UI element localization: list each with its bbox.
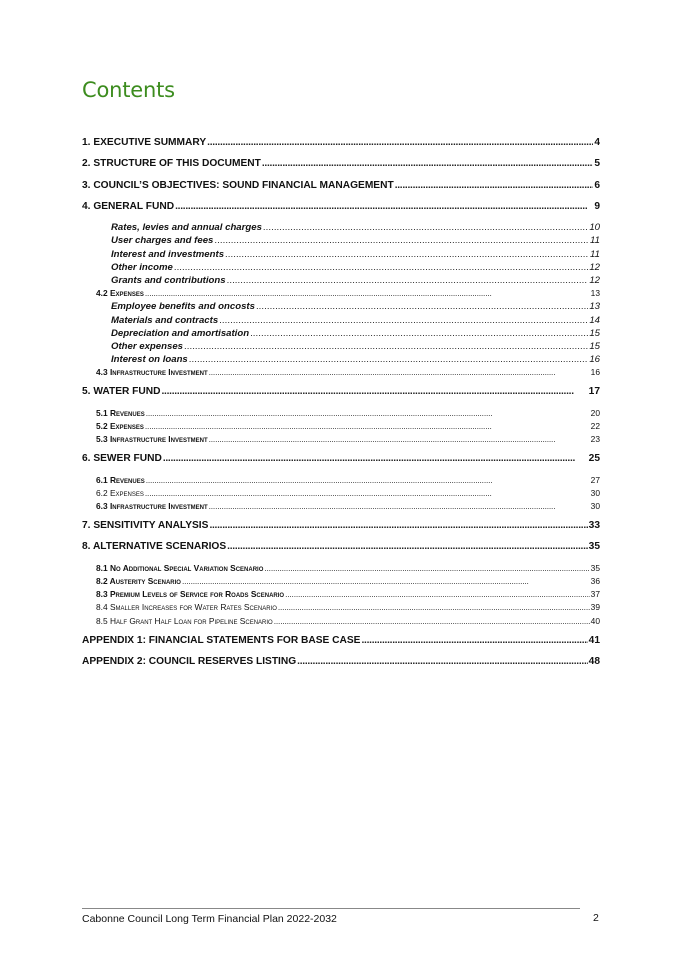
- toc-dot-leader: [262, 157, 593, 170]
- toc-entry[interactable]: [82, 314, 600, 327]
- toc-entry[interactable]: [82, 500, 600, 513]
- toc-entry-page-number: 12: [589, 261, 600, 273]
- toc-entry-label: User charges and fees: [111, 235, 214, 247]
- toc-dot-leader: [209, 366, 590, 379]
- toc-entry-page-number: 33: [588, 520, 600, 532]
- toc-dot-leader: [278, 601, 590, 614]
- toc-entry[interactable]: [82, 136, 600, 149]
- toc-entry-label: 6.2 Expenses: [96, 487, 144, 498]
- table-of-contents: [82, 136, 600, 676]
- toc-entry[interactable]: [82, 366, 600, 379]
- toc-dot-leader: [146, 407, 590, 420]
- toc-entry[interactable]: [82, 248, 600, 261]
- toc-entry-label: 8.3 Premium Levels of Service for Roads Scenario: [96, 589, 285, 600]
- toc-dot-leader: [174, 261, 588, 274]
- toc-dot-leader: [207, 136, 593, 149]
- toc-entry[interactable]: [82, 200, 600, 213]
- toc-entry-label: Interest on loans: [111, 354, 188, 366]
- toc-entry-page-number: 23: [590, 434, 600, 445]
- toc-dot-leader: [175, 200, 593, 213]
- toc-entry[interactable]: [82, 407, 600, 420]
- toc-entry-page-number: 11: [590, 235, 600, 247]
- toc-dot-leader: [395, 179, 594, 192]
- toc-dot-leader: [274, 615, 590, 628]
- toc-entry-label: 6. SEWER FUND: [82, 453, 162, 465]
- toc-entry[interactable]: [82, 179, 600, 192]
- toc-entry-label: 8.4 Smaller Increases for Water Rates Scenario: [96, 602, 277, 613]
- toc-entry-label: Depreciation and amortisation: [111, 327, 250, 339]
- toc-dot-leader: [146, 474, 590, 487]
- toc-entry-label: 6.1 Revenues: [96, 474, 145, 485]
- toc-dot-leader: [209, 500, 590, 513]
- toc-entry[interactable]: [82, 634, 600, 647]
- toc-entry-page-number: 17: [588, 386, 600, 398]
- toc-entry-label: APPENDIX 2: COUNCIL RESERVES LISTING: [82, 655, 297, 667]
- toc-entry[interactable]: [82, 385, 600, 398]
- toc-dot-leader: [189, 353, 589, 366]
- toc-entry[interactable]: [82, 540, 600, 553]
- toc-dot-leader: [184, 340, 588, 353]
- toc-dot-leader: [297, 655, 587, 668]
- toc-entry-page-number: 15: [589, 327, 600, 339]
- toc-entry-label: 2. STRUCTURE OF THIS DOCUMENT: [82, 158, 261, 170]
- toc-entry[interactable]: [82, 327, 600, 340]
- toc-dot-leader: [219, 314, 588, 327]
- toc-entry-label: Other income: [111, 261, 173, 273]
- toc-entry-page-number: 6: [594, 179, 600, 191]
- toc-entry-page-number: 11: [590, 248, 600, 260]
- toc-entry-label: Employee benefits and oncosts: [111, 301, 255, 313]
- toc-entry-page-number: 15: [589, 340, 600, 352]
- toc-dot-leader: [285, 588, 590, 601]
- toc-entry-page-number: 40: [590, 615, 600, 626]
- toc-entry-label: 4.3 Infrastructure Investment: [96, 367, 208, 378]
- toc-entry-label: 6.3 Infrastructure Investment: [96, 500, 208, 511]
- toc-entry[interactable]: [82, 353, 600, 366]
- page-title: Contents: [82, 78, 175, 102]
- toc-dot-leader: [161, 385, 587, 398]
- toc-dot-leader: [361, 634, 587, 647]
- toc-entry[interactable]: [82, 234, 600, 247]
- toc-entry-label: 5.1 Revenues: [96, 407, 145, 418]
- toc-entry-page-number: 16: [590, 367, 600, 378]
- toc-dot-leader: [214, 234, 589, 247]
- toc-entry[interactable]: [82, 562, 600, 575]
- toc-entry[interactable]: [82, 433, 600, 446]
- toc-entry-label: 7. SENSITIVITY ANALYSIS: [82, 520, 209, 532]
- toc-dot-leader: [250, 327, 588, 340]
- toc-entry[interactable]: [82, 487, 600, 500]
- toc-entry-page-number: 10: [589, 222, 600, 234]
- toc-dot-leader: [227, 540, 588, 553]
- toc-entry-page-number: 30: [590, 500, 600, 511]
- toc-dot-leader: [145, 487, 590, 500]
- toc-dot-leader: [256, 300, 588, 313]
- toc-entry-label: 8.2 Austerity Scenario: [96, 575, 181, 586]
- toc-entry-label: 1. EXECUTIVE SUMMARY: [82, 137, 207, 148]
- toc-entry-page-number: 16: [589, 354, 600, 366]
- toc-entry-page-number: 9: [594, 200, 600, 212]
- footer-page-number: 2: [593, 912, 599, 924]
- toc-dot-leader: [264, 562, 589, 575]
- toc-entry-page-number: 35: [590, 562, 600, 573]
- toc-entry-label: Other expenses: [111, 340, 183, 352]
- toc-entry[interactable]: [82, 615, 600, 628]
- toc-entry-page-number: 20: [590, 407, 600, 418]
- toc-dot-leader: [145, 287, 590, 300]
- toc-entry-label: 5. WATER FUND: [82, 386, 161, 398]
- toc-entry-page-number: 35: [588, 541, 600, 553]
- toc-entry-label: 4.2 Expenses: [96, 288, 144, 299]
- toc-entry-label: Interest and investments: [111, 248, 225, 260]
- toc-entry-page-number: 13: [590, 288, 600, 299]
- toc-entry[interactable]: [82, 588, 600, 601]
- toc-entry-page-number: 41: [588, 634, 600, 646]
- toc-entry-page-number: 22: [590, 420, 600, 431]
- footer-divider: [82, 908, 580, 909]
- toc-entry-label: 8.1 No Additional Special Variation Scenario: [96, 562, 264, 573]
- toc-entry-label: 8.5 Half Grant Half Loan for Pipeline Scenario: [96, 615, 273, 626]
- toc-entry-page-number: 12: [589, 274, 600, 286]
- toc-entry[interactable]: [82, 474, 600, 487]
- toc-entry[interactable]: [82, 601, 600, 614]
- toc-entry-page-number: 4: [594, 137, 600, 148]
- toc-dot-leader: [263, 221, 588, 234]
- toc-entry[interactable]: [82, 655, 600, 668]
- toc-dot-leader: [209, 433, 590, 446]
- toc-entry-page-number: 5: [594, 158, 600, 170]
- toc-dot-leader: [182, 575, 590, 588]
- toc-entry-label: 8. ALTERNATIVE SCENARIOS: [82, 541, 227, 553]
- toc-entry[interactable]: [82, 157, 600, 170]
- toc-entry[interactable]: [82, 261, 600, 274]
- toc-entry-label: 3. COUNCIL’S OBJECTIVES: SOUND FINANCIAL MANAGEMENT: [82, 179, 394, 191]
- toc-entry-page-number: 25: [588, 453, 600, 465]
- toc-entry-label: 5.3 Infrastructure Investment: [96, 434, 208, 445]
- toc-entry-page-number: 37: [590, 589, 600, 600]
- toc-entry[interactable]: [82, 287, 600, 300]
- toc-entry-page-number: 13: [589, 301, 600, 313]
- footer-document-title: Cabonne Council Long Term Financial Plan 2022-2032: [82, 913, 337, 925]
- toc-entry-label: Rates, levies and annual charges: [111, 222, 262, 234]
- toc-entry-page-number: 36: [590, 575, 600, 586]
- toc-entry[interactable]: [82, 519, 600, 532]
- toc-entry-label: Materials and contracts: [111, 314, 219, 326]
- toc-entry[interactable]: [82, 452, 600, 465]
- toc-entry[interactable]: [82, 221, 600, 234]
- toc-entry-label: APPENDIX 1: FINANCIAL STATEMENTS FOR BASE CASE: [82, 634, 361, 646]
- toc-entry-page-number: 39: [590, 602, 600, 613]
- toc-entry-label: Grants and contributions: [111, 274, 226, 286]
- toc-entry[interactable]: [82, 274, 600, 287]
- toc-dot-leader: [145, 420, 590, 433]
- toc-dot-leader: [209, 519, 587, 532]
- toc-entry[interactable]: [82, 575, 600, 588]
- toc-entry[interactable]: [82, 300, 600, 313]
- toc-entry-page-number: 14: [589, 314, 600, 326]
- toc-entry-page-number: 27: [590, 474, 600, 485]
- toc-entry-page-number: 48: [588, 655, 600, 667]
- toc-entry-label: 4. GENERAL FUND: [82, 200, 175, 212]
- toc-entry[interactable]: [82, 420, 600, 433]
- toc-dot-leader: [225, 248, 589, 261]
- toc-entry[interactable]: [82, 340, 600, 353]
- toc-entry-page-number: 30: [590, 487, 600, 498]
- toc-dot-leader: [227, 274, 589, 287]
- toc-dot-leader: [163, 452, 588, 465]
- toc-entry-label: 5.2 Expenses: [96, 420, 144, 431]
